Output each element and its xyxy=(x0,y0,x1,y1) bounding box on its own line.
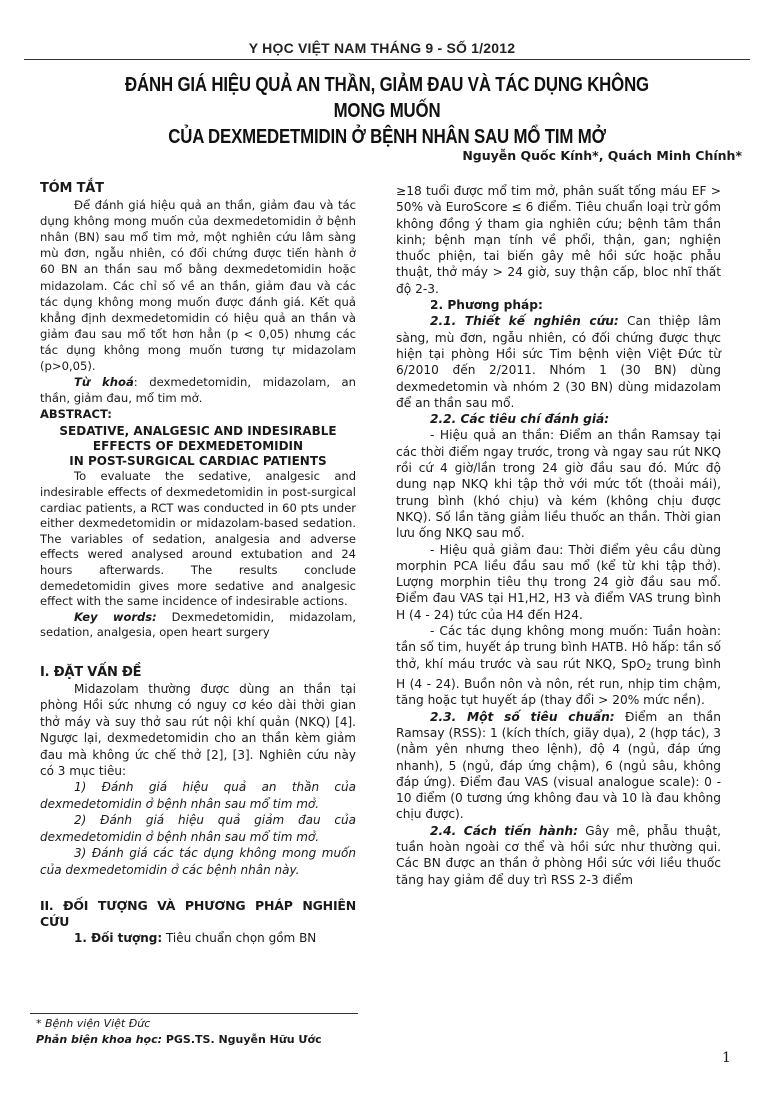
footnotes xyxy=(36,1016,322,1047)
abstract-title-line: EFFECTS OF DEXMEDETOMIDIN xyxy=(92,439,304,454)
summary-body: Để đánh giá hiệu quả an thần, giảm đau và tác dụng không mong muốn của dexmedetomidin ở bệnh nhân (BN) sau mổ tim mở, một nghiên cứu lâm sàng mù đơn, ngẫu nhiên, có đối chứng được tiến hành ở 60 BN an thần sau mổ bằng dexmedetomidin hoặc midazolam. Các chỉ số về an thần, giảm đau và các tác dụng không mong muốn được đánh giá. Kết quả khẳng định dexmedetomidin có hiệu quả an thần và giảm đau sau mổ tốt hơn hẳn (p < 0,05) nhưng các tác dụng không mong muốn tương tự midazolam (p>0,05). xyxy=(40,198,356,374)
subjects-text: Tiêu chuẩn chọn gồm BN xyxy=(162,931,317,946)
title-line-2: CỦA DEXMEDETMIDIN Ở BỆNH NHÂN SAU MỔ TIM MỞ xyxy=(168,125,606,148)
abstract-title-line: SEDATIVE, ANALGESIC AND INDESIRABLE xyxy=(59,424,337,439)
footnote-rule xyxy=(30,1013,358,1014)
criteria-heading: 2.2. Các tiêu chí đánh giá: xyxy=(430,412,610,427)
summary-keywords-text: : dexmedetomidin, midazolam, an thần, giảm đau, mổ tim mở. xyxy=(40,375,357,406)
criteria-adverse-text-2: trung bình H (4 - 24). Buồn nôn và nôn, rét run, nhịp tim chậm, tăng hoặc tụt huyết áp (thay đổi > 20% mức nền). xyxy=(396,656,722,708)
authors: Nguyễn Quốc Kính*, Quách Minh Chính* xyxy=(462,148,742,163)
reviewer-label: Phản biện khoa học: xyxy=(36,1032,163,1046)
summary-keywords xyxy=(40,374,356,406)
article-title xyxy=(102,72,671,150)
objective-item: 2) Đánh giá hiệu quả giảm đau của dexmedetomidin ở bệnh nhân sau mổ tim mở. xyxy=(40,813,356,844)
abstract-title-line: IN POST-SURGICAL CARDIAC PATIENTS xyxy=(69,454,327,469)
design-text: Can thiệp lâm sàng, mù đơn, ngẫu nhiên, có đối chứng được thực hiện tại phòng Hồi sức Tim bệnh viện Việt Đức từ 6/2010 đến 2/2011. Nhóm 1 (30 BN) dùng dexmedetomin và nhóm 2 (30 BN) dùng midazolam để an thần sau mổ. xyxy=(396,314,721,410)
standards-text: Điểm an thần Ramsay (RSS): 1 (kích thích, giãy dụa), 2 (hợp tác), 3 (nằm yên nhưng theo lệnh), độ 4 (ngủ, đáp ứng nhanh), 5 (ngủ, đáp ứng chậm), 6 (ngủ sâu, không đáp ứng). Điểm đau VAS (visual analogue scale): 0 - 10 điểm (0 tương ứng không đau và 10 là đau không chịu được). xyxy=(396,709,721,822)
left-column xyxy=(40,181,356,947)
footnote-reviewer xyxy=(36,1032,322,1048)
running-head: Y HỌC VIỆT NAM THÁNG 9 - SỐ 1/2012 xyxy=(248,40,516,56)
footnote-affiliation: * Bệnh viện Việt Đức xyxy=(36,1017,151,1030)
procedure-paragraph xyxy=(396,823,721,888)
criteria-sedation: - Hiệu quả an thần: Điểm an thần Ramsay tại các thời điểm ngay trước, trong và ngay sau rút NKQ rồi cứ 4 giờ/lần trong 24 giờ đầu sau đó. Mức độ dung nạp NKQ khi tập thở với mức tốt (thoải mái), trung bình (khó chịu) và kém (không chịu được NKQ). Số lần tăng giảm liều thuốc an thần. Thời gian lưu ống NKQ sau mổ. xyxy=(396,428,721,541)
criteria-analgesia: - Hiệu quả giảm đau: Thời điểm yêu cầu dùng morphin PCA liều đầu sau mổ (kể từ khi tập thở). Lượng morphin tiêu thụ trong 24 giờ đầu sau mổ. Điểm đau VAS tại H1,H2, H3 và điểm VAS trung bình H (4 - 24) tức của H4 đến H24. xyxy=(396,542,721,622)
criteria-adverse-text: - Các tác dụng không mong muốn: Tuần hoàn: tần số tim, huyết áp trung bình HATB. Hô hấp: tần số thở, khí máu trước và sau rút NKQ, SpO xyxy=(396,624,721,671)
methods-heading: 2. Phương pháp: xyxy=(430,298,543,313)
summary-keywords-label: Từ khoá xyxy=(74,375,134,390)
summary-heading: TÓM TẮT xyxy=(40,181,104,196)
subjects-start xyxy=(40,930,356,946)
abstract-keywords-text: Dexmedetomidin, midazolam, sedation, analgesia, open heart surgery xyxy=(40,609,356,640)
objective-item: 3) Đánh giá các tác dụng không mong muốn của dexmedetomidin ở các bệnh nhân này. xyxy=(40,846,356,877)
reviewer-name: PGS.TS. Nguyễn Hữu Ước xyxy=(162,1032,322,1046)
standards-paragraph xyxy=(396,709,721,823)
standards-label: 2.3. Một số tiêu chuẩn: xyxy=(430,709,615,724)
abstract-body: To evaluate the sedative, analgesic and indesirable effects of dexmedetomidin in post-surgical cardiac patients, a RCT was conducted in 60 pts under either dexmedetomidin or midazolam-based sedation. The variables of sedation, analgesia and adverse effects wered analysed around extubation and 24 hours afterwards. The results conclude demedetomidin gives more sedative and analgesic effect with the same incidence of indesirable actions. xyxy=(40,469,356,609)
abstract-keywords-label: Key words: xyxy=(74,609,157,624)
right-column xyxy=(396,183,721,888)
criteria-adverse xyxy=(396,623,721,709)
section-1-body: Midazolam thường được dùng an thần tại phòng Hồi sức nhưng có nguy cơ kéo dài thời gian thở máy và suy thở sau rút nội khí quản (NKQ) [4]. Ngược lại, dexmedetomidin cho an thần kèm giảm đau mà không ức chế thở [2], [3]. Nghiên cứu này có 3 mục tiêu: xyxy=(40,682,356,779)
title-line-1: ĐÁNH GIÁ HIỆU QUẢ AN THẦN, GIẢM ĐAU VÀ TÁC DỤNG KHÔNG MONG MUỐN xyxy=(125,73,649,122)
page-number: 1 xyxy=(722,1050,731,1066)
abstract-title xyxy=(40,424,356,469)
section-1-heading: I. ĐẶT VẤN ĐỀ xyxy=(40,664,142,680)
objective-item: 1) Đánh giá hiệu quả an thần của dexmedetomidin ở bệnh nhân sau mổ tim mở. xyxy=(40,780,356,811)
spo2-subscript: 2 xyxy=(646,662,652,673)
header-rule xyxy=(24,59,750,60)
abstract-keywords xyxy=(40,610,356,641)
section-2-heading: II. ĐỐI TƯỢNG VÀ PHƯƠNG PHÁP NGHIÊN CỨU xyxy=(40,897,356,929)
procedure-label: 2.4. Cách tiến hành: xyxy=(430,823,578,838)
design-paragraph xyxy=(396,313,721,411)
procedure-text: Gây mê, phẫu thuật, tuần hoàn ngoài cơ thể và hồi sức như thường qui. Các BN được an thần ở phòng Hồi sức với liều thuốc tăng hay giảm để duy trì RSS 2-3 điểm xyxy=(396,823,721,887)
design-label: 2.1. Thiết kế nghiên cứu: xyxy=(430,314,619,329)
abstract-label: ABSTRACT: xyxy=(40,407,112,422)
subjects-continued: ≥18 tuổi được mổ tim mở, phân suất tống máu EF > 50% và EuroScore ≤ 6 điểm. Tiêu chuẩn loại trừ gồm không đồng ý tham gia nghiên cứu; bệnh tâm thần kinh; bệnh mạn tính về phổi, thận, gan; nghiện thuốc phiện, tai biến gây mê hồi sức hoặc phẫu thuật, thở máy > 24 giờ, suy thận cấp, bloc nhĩ thất độ 2-3. xyxy=(396,184,721,296)
subjects-label: 1. Đối tượng: xyxy=(74,931,163,946)
